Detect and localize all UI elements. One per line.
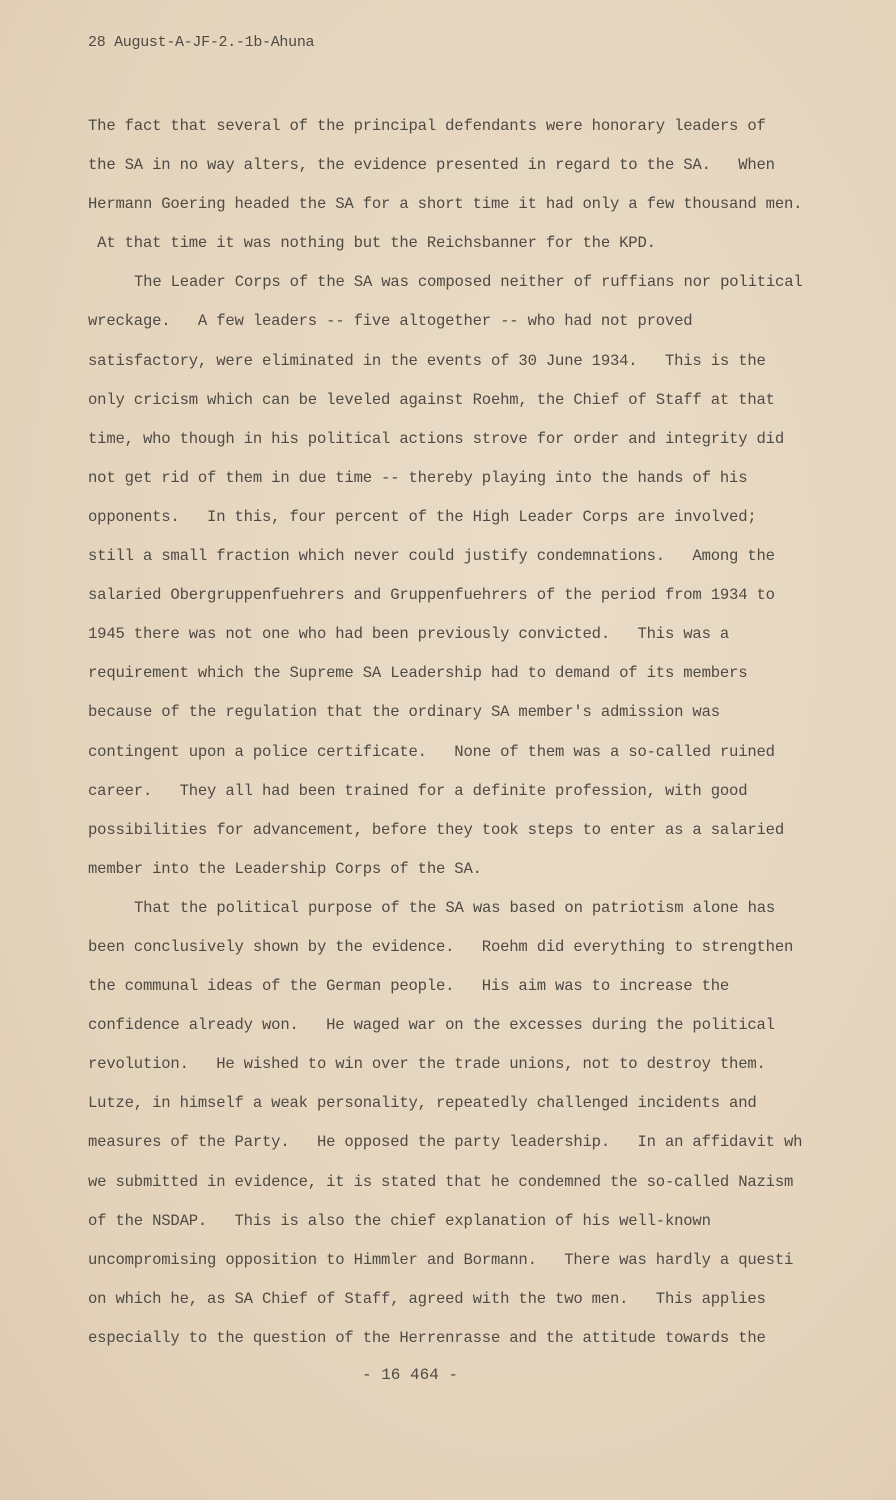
text-line: measures of the Party. He opposed the party leadership. In an affidavit wh bbox=[88, 1133, 803, 1152]
text-line: confidence already won. He waged war on the excesses during the political bbox=[88, 1016, 775, 1035]
text-line: time, who though in his political actions strove for order and integrity did bbox=[88, 429, 784, 448]
text-line: uncompromising opposition to Himmler and Bormann. There was hardly a questi bbox=[88, 1250, 794, 1269]
text-line: only cricism which can be leveled against Roehm, the Chief of Staff at that bbox=[88, 390, 775, 409]
page-header: 28 August-A-JF-2.-1b-Ahuna bbox=[88, 34, 315, 51]
text-line: possibilities for advancement, before they took steps to enter as a salaried bbox=[88, 820, 784, 839]
text-line: because of the regulation that the ordinary SA member's admission was bbox=[88, 703, 720, 722]
text-line: wreckage. A few leaders -- five altogether -- who had not proved bbox=[88, 312, 693, 331]
text-line: requirement which the Supreme SA Leadership had to demand of its members bbox=[88, 664, 748, 683]
text-line: member into the Leadership Corps of the SA. bbox=[88, 859, 482, 878]
text-line: revolution. He wished to win over the trade unions, not to destroy them. bbox=[88, 1055, 766, 1074]
text-line: The fact that several of the principal defendants were honorary leaders of bbox=[88, 117, 766, 135]
text-line: That the political purpose of the SA was based on patriotism alone has bbox=[134, 898, 776, 917]
text-line: of the NSDAP. This is also the chief explanation of his well-known bbox=[88, 1211, 711, 1230]
text-line: the communal ideas of the German people. His aim was to increase the bbox=[88, 977, 730, 996]
text-line: we submitted in evidence, it is stated that he condemned the so-called Nazism bbox=[88, 1172, 794, 1191]
text-line: salaried Obergruppenfuehrers and Gruppenfuehrers of the period from 1934 to bbox=[88, 586, 775, 605]
text-line: The Leader Corps of the SA was composed neither of ruffians nor political bbox=[134, 273, 803, 292]
text-line: still a small fraction which never could justify condemnations. Among the bbox=[88, 547, 775, 566]
text-line: the SA in no way alters, the evidence presented in regard to the SA. When bbox=[88, 156, 775, 175]
text-line: contingent upon a police certificate. None of them was a so-called ruined bbox=[88, 742, 775, 761]
text-line: on which he, as SA Chief of Staff, agreed with the two men. This applies bbox=[88, 1289, 766, 1308]
text-line: been conclusively shown by the evidence. Roehm did everything to strengthen bbox=[88, 937, 794, 956]
text-line: At that time it was nothing but the Reichsbanner for the KPD. bbox=[88, 234, 656, 253]
text-line: satisfactory, were eliminated in the events of 30 June 1934. This is the bbox=[88, 351, 766, 370]
text-line: Lutze, in himself a weak personality, repeatedly challenged incidents and bbox=[88, 1094, 757, 1113]
text-line: career. They all had been trained for a definite profession, with good bbox=[88, 781, 748, 800]
page-number: - 16 464 - bbox=[361, 1366, 458, 1384]
text-line: 1945 there was not one who had been previously convicted. This was a bbox=[88, 625, 730, 644]
text-line: not get rid of them in due time -- thereby playing into the hands of his bbox=[88, 468, 748, 487]
text-line: especially to the question of the Herrenrasse and the attitude towards the bbox=[88, 1328, 766, 1347]
document-body bbox=[88, 114, 848, 1365]
text-line: Hermann Goering headed the SA for a short time it had only a few thousand men. bbox=[88, 195, 803, 214]
text-line: opponents. In this, four percent of the High Leader Corps are involved; bbox=[88, 507, 757, 526]
